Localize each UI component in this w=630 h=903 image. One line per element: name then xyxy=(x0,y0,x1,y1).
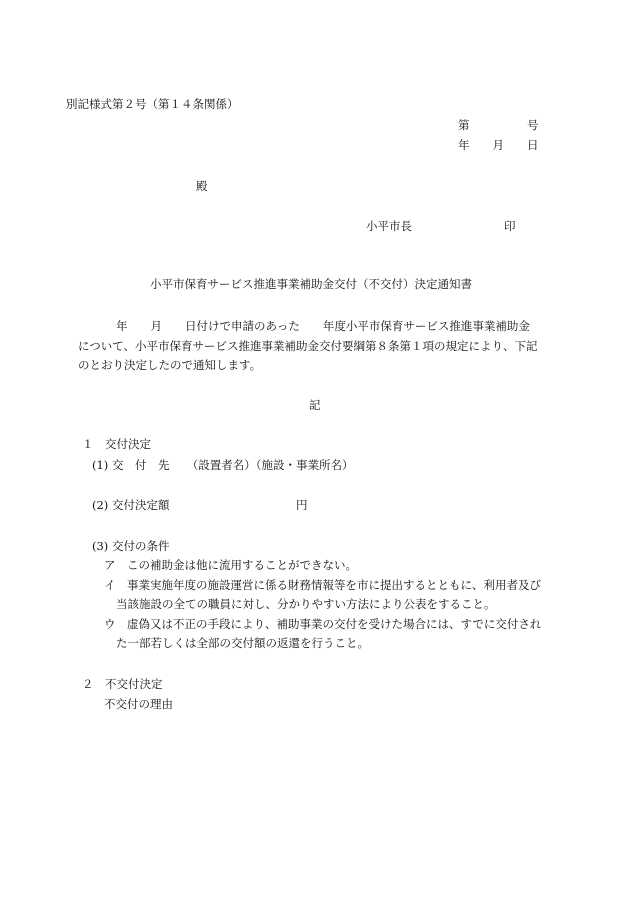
section1-heading: １ 交付決定 xyxy=(82,437,151,451)
condition-u-line2: た一部若しくは全部の交付額の返還を行うこと。 xyxy=(116,636,369,650)
addressee-suffix: 殿 xyxy=(196,179,208,193)
body-paragraph-line1: 年 月 日付けで申請のあった 年度小平市保育サービス推進事業補助金 xyxy=(116,319,530,333)
ki-note-heading: 記 xyxy=(309,398,321,412)
condition-u-line1: ウ 虚偽又は不正の手段により、補助事業の交付を受けた場合には、すでに交付され xyxy=(104,617,542,631)
section1-recipient: (1) 交 付 先 （設置者名）（施設・事業所名） xyxy=(92,458,354,472)
condition-i-line2: 当該施設の全ての職員に対し、分かりやすい方法により公表をすること。 xyxy=(116,597,496,611)
form-label: 別記様式第２号（第１４条関係） xyxy=(66,97,239,111)
condition-a: ア この補助金は他に流用することができない。 xyxy=(104,558,357,572)
document-number: 第 号 xyxy=(458,118,539,132)
section2-reason: 不交付の理由 xyxy=(104,697,173,711)
body-paragraph-line3: のとおり決定したので通知します。 xyxy=(78,358,262,372)
body-paragraph-line2: について、小平市保育サービス推進事業補助金交付要綱第８条第１項の規定により、下記 xyxy=(78,339,538,353)
issuer-mayor-seal: 小平市長 印 xyxy=(366,219,516,233)
section1-conditions-heading: (3) 交付の条件 xyxy=(92,539,170,553)
section1-amount: (2) 交付決定額 円 xyxy=(92,498,308,512)
condition-i-line1: イ 事業実施年度の施設運営に係る財務情報等を市に提出するとともに、利用者及び xyxy=(104,578,541,592)
document-title: 小平市保育サービス推進事業補助金交付（不交付）決定通知書 xyxy=(150,277,472,291)
document-date: 年 月 日 xyxy=(458,138,539,152)
section2-heading: ２ 不交付決定 xyxy=(82,677,163,691)
